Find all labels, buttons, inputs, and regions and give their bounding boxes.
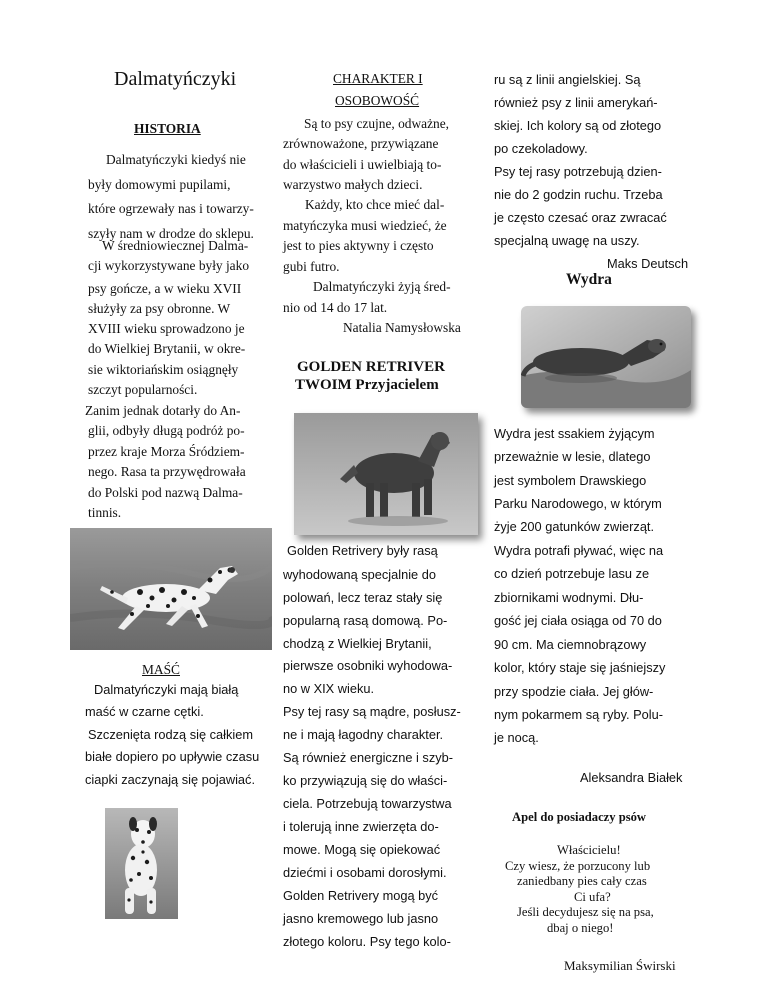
historia-line: przez kraje Morza Śródziem- <box>88 444 245 459</box>
historia-heading: HISTORIA <box>134 121 201 136</box>
golden-cont-line: nie do 2 godzin ruchu. Trzeba <box>494 187 663 202</box>
historia-line: W średniowiecznej Dalma- <box>102 238 249 253</box>
running-dalmatian-photo <box>70 528 272 650</box>
otter-photo <box>521 306 691 408</box>
wydra-line: nym pokarmem są ryby. Polu- <box>494 707 664 722</box>
historia-line: glii, odbyły długą podróż po- <box>88 423 245 438</box>
historia-line: Dalmatyńczyki kiedyś nie <box>106 152 246 167</box>
historia-line: cji wykorzystywane były jako <box>88 258 250 273</box>
charakter-line: Dalmatyńczyki żyją śred- <box>313 279 451 294</box>
apel-author: Maksymilian Świrski <box>564 958 676 973</box>
golden-cont-line: Psy tej rasy potrzebują dzien- <box>494 164 662 179</box>
golden-line: polowań, lecz teraz stały się <box>283 590 443 605</box>
sitting-dalmatian-photo <box>105 808 178 919</box>
historia-line: szczyt popularności. <box>88 382 198 397</box>
wydra-line: co dzień potrzebuje lasu ze <box>494 566 650 581</box>
golden-line: i tolerują inne zwierzęta do- <box>283 819 439 834</box>
golden-line: pierwsze osobniki wyhodowa- <box>283 658 453 673</box>
golden-line: chodzą z Wielkiej Brytanii, <box>283 636 432 651</box>
charakter-line: jest to pies aktywny i często <box>283 238 434 253</box>
golden-line: ne i mają łagodny charakter. <box>283 727 444 742</box>
golden-line: Golden Retrivery mogą być <box>283 888 439 903</box>
wydra-line: gość jej ciała osiąga od 70 do <box>494 613 662 628</box>
historia-line: sie wiktoriańskim osiągnęły <box>88 362 239 377</box>
wydra-line: przy spodzie ciała. Jej głów- <box>494 684 654 699</box>
historia-line: XVIII wieku sprowadzono je <box>88 321 245 336</box>
apel-line: Właścicielu! <box>557 843 621 857</box>
wydra-line: je nocą. <box>494 730 539 745</box>
historia-line: Zanim jednak dotarły do An- <box>85 403 241 418</box>
charakter-line: nio od 14 do 17 lat. <box>283 300 388 315</box>
apel-title: Apel do posiadaczy psów <box>512 810 647 824</box>
wydra-line: Parku Narodowego, w którym <box>494 496 662 511</box>
charakter-heading: OSOBOWOŚĆ <box>335 93 420 108</box>
wydra-line: Wydra jest ssakiem żyjącym <box>494 426 655 441</box>
golden-line: Psy tej rasy są mądre, posłusz- <box>283 704 461 719</box>
charakter-heading: CHARAKTER I <box>333 71 423 86</box>
wydra-line: żyje 200 gatunków zwierząt. <box>494 519 655 534</box>
charakter-line: do właścicieli i uwielbiają to- <box>283 157 442 172</box>
golden-retriever-photo <box>294 413 478 535</box>
masc-heading: MAŚĆ <box>142 662 180 677</box>
masc-line: Szczenięta rodzą się całkiem <box>88 727 254 742</box>
historia-line: do Wielkiej Brytanii, w okre- <box>88 341 246 356</box>
wydra-line: kolor, który staje się jaśniejszy <box>494 660 666 675</box>
golden-cont-line: specjalną uwagę na uszy. <box>494 233 640 248</box>
charakter-line: zrównoważone, przywiązane <box>283 136 439 151</box>
apel-line: zaniedbany pies cały czas <box>517 874 647 888</box>
wydra-line: przeważnie w lesie, dlatego <box>494 449 651 464</box>
apel-line: Czy wiesz, że porzucony lub <box>505 859 651 873</box>
historia-line: szyły nam w drodze do sklepu. <box>88 226 254 241</box>
masc-line: Dalmatyńczyki mają białą <box>94 682 239 697</box>
historia-line: do Polski pod nazwą Dalma- <box>88 485 243 500</box>
charakter-line: Są to psy czujne, odważne, <box>304 116 450 131</box>
golden-line: złotego koloru. Psy tego kolo- <box>283 934 451 949</box>
golden-line: ko przywiązują się do właści- <box>283 773 448 788</box>
golden-line: dziećmi i osobami dorosłymi. <box>283 865 447 880</box>
golden-author: Maks Deutsch <box>607 256 689 271</box>
wydra-line: 90 cm. Ma ciemnobrązowy <box>494 637 647 652</box>
masc-line: ciapki zaczynają się pojawiać. <box>85 772 255 787</box>
golden-cont-line: po czekoladowy. <box>494 141 588 156</box>
historia-line: tinnis. <box>88 505 122 520</box>
masc-line: białe dopiero po upływie czasu <box>85 749 260 764</box>
golden-line: no w XIX wieku. <box>283 681 375 696</box>
golden-line: Są również energiczne i szyb- <box>283 750 453 765</box>
wydra-author: Aleksandra Białek <box>580 770 683 785</box>
golden-line: popularną rasą domową. Po- <box>283 613 448 628</box>
wydra-line: zbiornikami wodnymi. Dłu- <box>494 590 644 605</box>
apel-line: dbaj o niego! <box>547 921 614 935</box>
golden-cont-line: skiej. Ich kolory są od złotego <box>494 118 662 133</box>
page-title: Dalmatyńczyki <box>114 68 237 90</box>
wydra-line: jest symbolem Drawskiego <box>494 473 647 488</box>
charakter-line: warzystwo małych dzieci. <box>283 177 423 192</box>
golden-line: Golden Retrivery były rasą <box>287 543 438 558</box>
golden-line: jasno kremowego lub jasno <box>283 911 439 926</box>
golden-line: wyhodowaną specjalnie do <box>283 567 436 582</box>
charakter-line: matyńczyka musi wiedzieć, że <box>283 218 447 233</box>
charakter-author: Natalia Namysłowska <box>343 320 461 335</box>
charakter-line: gubi futro. <box>283 259 340 274</box>
historia-line: psy gończe, a w wieku XVII <box>88 281 242 296</box>
golden-line: ciela. Potrzebują towarzystwa <box>283 796 452 811</box>
golden-cont-line: je często czesać oraz zwracać <box>494 210 667 225</box>
wydra-line: Wydra potrafi pływać, więc na <box>494 543 664 558</box>
golden-title: TWOIM Przyjacielem <box>295 377 439 393</box>
golden-cont-line: ru są z linii angielskiej. Są <box>494 72 641 87</box>
historia-line: były domowymi pupilami, <box>88 177 231 192</box>
historia-line: które ogrzewały nas i towarzy- <box>88 201 254 216</box>
masc-line: maść w czarne cętki. <box>85 704 204 719</box>
historia-line: nego. Rasa ta przywędrowała <box>88 464 246 479</box>
wydra-title: Wydra <box>566 271 612 288</box>
apel-line: Jeśli decydujesz się na psa, <box>517 905 654 919</box>
charakter-line: Każdy, kto chce mieć dal- <box>305 197 445 212</box>
golden-line: mowe. Mogą się opiekować <box>283 842 441 857</box>
golden-cont-line: również psy z linii amerykań- <box>494 95 658 110</box>
historia-line: służyły za psy obronne. W <box>88 301 231 316</box>
golden-title: GOLDEN RETRIVER <box>297 359 445 375</box>
apel-line: Ci ufa? <box>574 890 611 904</box>
